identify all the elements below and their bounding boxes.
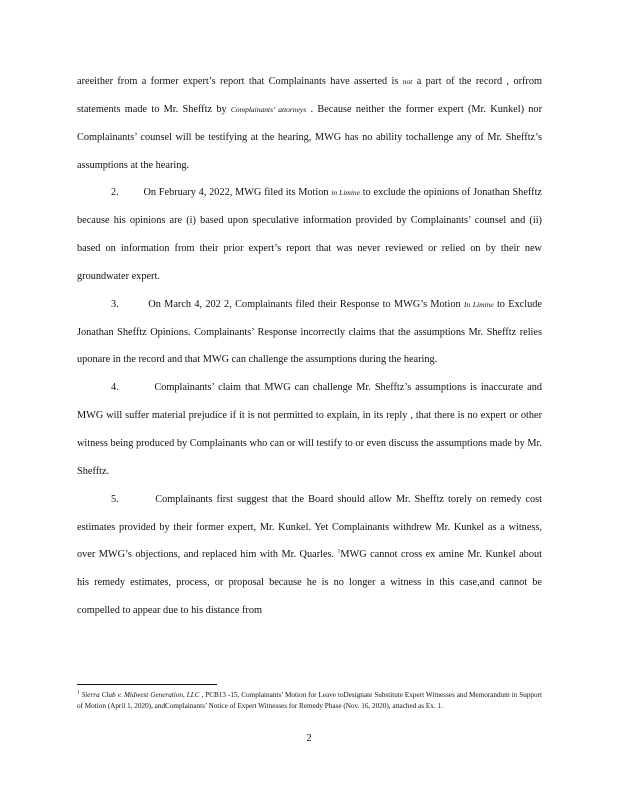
paragraph-number: 2. — [111, 187, 119, 199]
emphasis-not: not — [402, 77, 413, 86]
paragraph-5: 5. Complainants first suggest that the Board should allow Mr. Shefftz torely on remedy cost estimates provided by their former expert, Mr. Kunkel. Yet Complainants withdrew Mr. Kunkel as a witness, over MWG’s objections, and replaced him with Mr. Quarles. $^1$MWG cannot cross ex amine Mr. Kunkel about his remedy estimates, process, or proposal because he is no longer a witness in this case,and cannot be compelled to appear due to his distance from — [77, 493, 542, 617]
paragraph-4: 4. Complainants’ claim that MWG can challenge Mr. Shefftz’s assumptions is inaccurate and MWG will suffer material prejudice if it is not permitted to explain, in its reply , that there is no expert or other witness being produced by Complainants who can or will testify to or even discuss the assumptions made by Mr. Shefftz. — [77, 382, 543, 477]
paragraph-3: 3. On March 4, 202 2, Complainants filed their Response to MWG’s Motion In Limine to Exclude Jonathan Shefftz Opinions. Complainants’ Response incorrectly claims that the assumptions Mr. Shefftz relies uponare in the record and that MWG can challenge the assumptions during the hearing. — [77, 298, 542, 366]
page-number: 2 — [306, 733, 312, 744]
paragraph-number: 5. — [111, 493, 119, 505]
paragraph-2: 2. On February 4, 2022, MWG filed its Motion in Limine to exclude the opinions of Jonathan Shefftz because his opinions are (i) based upon speculative information provided by Complainants’ counsel and (ii) based on information from their prior expert’s report that was never reviewed or relied on by their new groundwater expert. — [77, 187, 542, 282]
emphasis-in-limine: In Limine — [463, 299, 494, 309]
footnote-separator — [77, 684, 217, 685]
emphasis-attorneys: Complainants’ attorneys — [230, 104, 307, 114]
footnote-case-name: Sierra Club v. Midwest Generation, LLC — [81, 691, 200, 699]
footnote — [77, 690, 542, 712]
paragraph-continuation: areeither from a former expert’s report that Complainants have asserted is not a part of the record , orfrom statements made to Mr. Shefftz by Complainants’ attorneys . Because neither the former expert (Mr. Kunkel) nor Complainants’ counsel will be testifying at the hearing, MWG has no ability tochallenge any of Mr. Shefftz’s assumptions at the hearing. — [77, 76, 543, 171]
footnote-text: , PCB13 -15, Complainants’ Motion for Leave toDesignate Substitute Expert Witnesses and Memorandum in Support of Motion (April 1, 2020), andComplainants’ Notice of Expert Witnesses for Remedy Phase (Nov. 16, 2020), attached as Ex. 1. — [77, 691, 542, 710]
footnote-reference: 1 — [337, 548, 341, 555]
body-text — [77, 68, 542, 625]
emphasis-in-limine: in Limine — [331, 188, 360, 198]
paragraph-number: 4. — [111, 382, 119, 394]
footnote-number: 1 — [77, 689, 80, 696]
paragraph-number: 3. — [111, 298, 119, 310]
